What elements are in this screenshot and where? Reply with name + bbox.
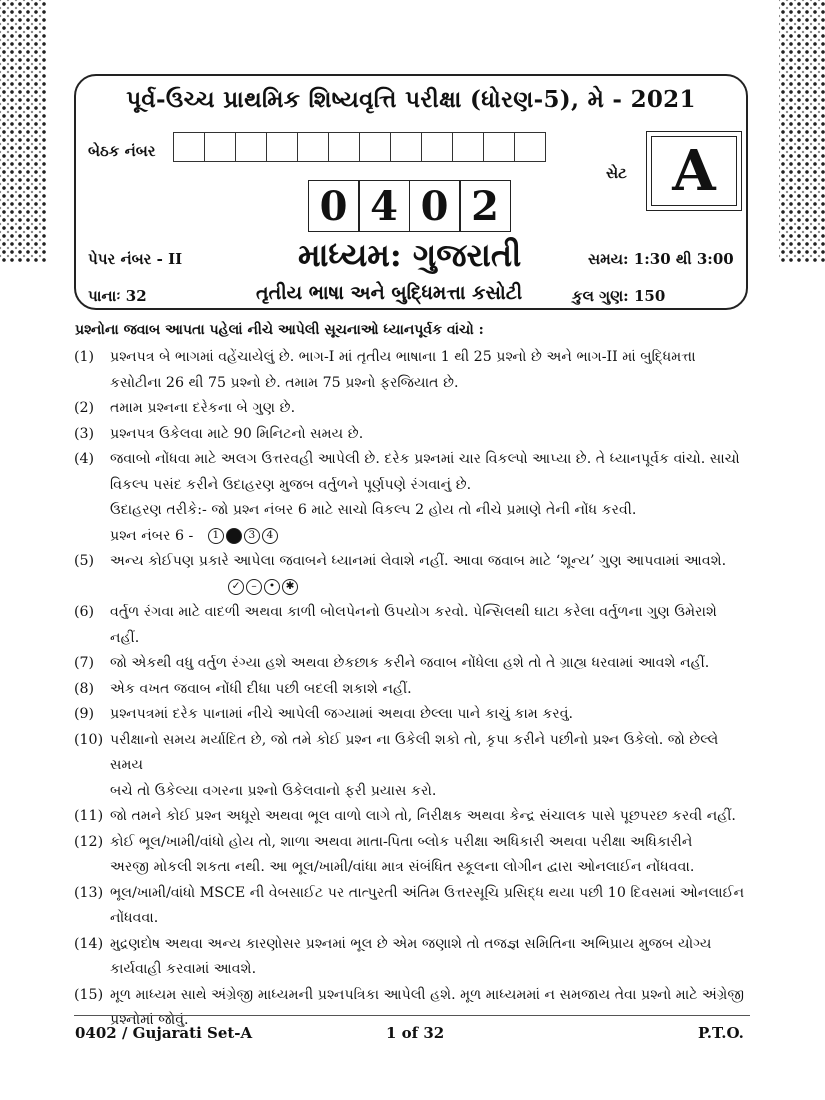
wrong-mark-circles <box>228 579 298 595</box>
set-label: સેટ <box>606 164 627 182</box>
instruction-number: (7) <box>74 655 95 671</box>
instruction-number: (15) <box>74 986 104 1003</box>
seat-digit-box <box>452 132 484 162</box>
seat-digit-box <box>328 132 360 162</box>
instruction-line: પ્રશ્નોમાં જોવું. <box>110 1012 189 1028</box>
instruction-line: કાર્યવાહી કરવામાં આવશે. <box>110 961 257 977</box>
exam-title: પૂર્વ-ઉચ્ચ પ્રાથમિક શિષ્યવૃત્તિ પરીક્ષા (ધોરણ-5), મે - 2021 <box>126 86 696 113</box>
dash-mark-icon: – <box>246 579 262 595</box>
instruction-item <box>74 932 750 983</box>
instruction-line: અન્ય કોઈપણ પ્રકારે આપેલા જવાબને ધ્યાનમાં લેવાશે નહીં. આવા જવાબ માટે ‘શૂન્ય’ ગુણ આપવામાં આવશે. <box>110 553 727 569</box>
paper-code <box>309 180 511 232</box>
tick-mark-icon: ✓ <box>228 579 244 595</box>
instruction-line: જો તમને કોઈ પ્રશ્ન અધૂરો અથવા ભૂલ વાળો લાગે તો, નિરીક્ષક અથવા કેન્દ્ર સંચાલક પાસે પૂછપરછ કરવી નહીં. <box>110 808 736 824</box>
instruction-line: જવાબો નોંધવા માટે અલગ ઉત્તરવહી આપેલી છે. દરેક પ્રશ્નમાં ચાર વિકલ્પો આપ્યા છે. તે ધ્યાનપૂર્વક વાંચો. સાચો <box>110 451 740 467</box>
instruction-line: પ્રશ્નપત્ર બે ભાગમાં વહેંચાયેલું છે. ભાગ-I માં તૃતીય ભાષાના 1 થી 25 પ્રશ્નો છે અને ભાગ-II માં બુદ્ધિમત્તા <box>110 349 696 365</box>
instruction-number: (6) <box>74 604 95 620</box>
seat-digit-box <box>359 132 391 162</box>
instruction-item <box>74 447 750 549</box>
instruction-item <box>74 728 750 805</box>
instruction-number: (11) <box>74 808 104 824</box>
dot-mark-icon: • <box>264 579 280 595</box>
answer-circle-2-filled <box>226 528 242 544</box>
instruction-item <box>74 345 750 396</box>
instruction-line: ઉદાહરણ તરીકે:- જો પ્રશ્ન નંબર 6 માટે સાચો વિકલ્પ 2 હોય તો નીચે પ્રમાણે તેની નોંધ કરવી. <box>110 502 637 518</box>
instruction-line: તમામ પ્રશ્નના દરેકના બે ગુણ છે. <box>110 400 296 416</box>
footer-page-number: 1 of 32 <box>386 1024 445 1042</box>
example-row <box>110 524 750 550</box>
instruction-line: પ્રશ્નપત્ર ઉકેલવા માટે 90 મિનિટનો સમય છે. <box>110 425 364 442</box>
instruction-line: જો એકથી વધુ વર્તુળ રંગ્યા હશે અથવા છેકછાક કરીને જવાબ નોંધેલા હશે તો તે ગ્રાહ્ય ધરવામાં આવશે નહીં. <box>110 655 710 671</box>
seat-digit-box <box>421 132 453 162</box>
instructions-list <box>74 345 750 1034</box>
exam-time: સમય: 1:30 થી 3:00 <box>588 250 734 268</box>
instruction-item <box>74 396 750 422</box>
decorative-border-left <box>0 0 46 262</box>
instruction-item <box>74 702 750 728</box>
code-digit: 2 <box>459 180 511 232</box>
instruction-line: નોંધવવા. <box>110 910 159 926</box>
answer-circle-4: 4 <box>262 528 278 544</box>
instruction-line: ભૂલ/ખામી/વાંધો MSCE ની વેબસાઈટ પર તાત્પુરતી અંતિમ ઉત્તરસૂચિ પ્રસિદ્ધ થયા પછી 10 દિવસમાં ઓનલાઈન <box>110 884 745 901</box>
instruction-line: કસોટીના 26 થી 75 પ્રશ્નો છે. તમામ 75 પ્રશ્નો ફરજિયાત છે. <box>110 374 459 391</box>
instruction-number: (12) <box>74 833 104 850</box>
seat-digit-box <box>483 132 515 162</box>
code-digit: 0 <box>308 180 360 232</box>
instructions-heading: પ્રશ્નોના જવાબ આપતા પહેલાં નીચે આપેલી સૂચનાઓ ધ્યાનપૂર્વક વાંચો : <box>75 322 484 338</box>
seat-digit-box <box>204 132 236 162</box>
code-digit: 4 <box>358 180 410 232</box>
instruction-line: પરીક્ષાનો સમય મર્યાદિત છે, જો તમે કોઈ પ્રશ્ન ના ઉકેલી શકો તો, કૃપા કરીને પછીનો પ્રશ્ન ઉકેલો. જો છેલ્લે સમય <box>110 731 719 773</box>
set-box <box>646 131 742 211</box>
instruction-line: વિકલ્પ પસંદ કરીને ઉદાહરણ મુજબ વર્તુળને પૂર્ણપણે રંગવાનું છે. <box>110 476 472 493</box>
instruction-line: વર્તુળ રંગવા માટે વાદળી અથવા કાળી બોલપેનનો ઉપયોગ કરવો. પેન્સિલથી ઘાટા કરેલા વર્તુળના ગુણ ઉમેરાશે નહીં. <box>110 604 717 646</box>
seat-number-boxes <box>174 132 546 162</box>
instruction-item <box>74 549 750 600</box>
instruction-item <box>74 651 750 677</box>
instruction-item <box>74 881 750 932</box>
example-label: પ્રશ્ન નંબર 6 - <box>110 527 194 544</box>
wrong-marking-examples <box>110 575 750 601</box>
footer-paper-code: 0402 / Gujarati Set-A <box>75 1024 253 1042</box>
seat-number-label: બેઠક નંબર <box>88 142 156 160</box>
instruction-line: એક વખત જવાબ નોંધી દીધા પછી બદલી શકાશે નહીં. <box>110 680 412 697</box>
instruction-item <box>74 422 750 448</box>
paper-number: પેપર નંબર - II <box>88 250 183 268</box>
seat-digit-box <box>514 132 546 162</box>
seat-digit-box <box>390 132 422 162</box>
instruction-number: (9) <box>74 706 95 722</box>
instruction-line: પ્રશ્નપત્રમાં દરેક પાનામાં નીચે આપેલી જગ્યામાં અથવા છેલ્લા પાને કાચું કામ કરવું. <box>110 706 574 722</box>
instruction-line: બચે તો ઉકેલ્યા વગરના પ્રશ્નો ઉકેલવાનો ફરી પ્રયાસ કરો. <box>110 782 437 799</box>
instruction-line: અરજી મોકલી શકતા નથી. આ ભૂલ/ખામી/વાંધા માત્ર સંબંધિત સ્કૂલના લોગીન દ્વારા ઓનલાઈન નોંધવવા. <box>110 859 695 875</box>
instruction-line: મૂળ માધ્યમ સાથે અંગ્રેજી માધ્યમની પ્રશ્નપત્રિકા આપેલી હશે. મૂળ માધ્યમમાં ન સમજાય તેવા પ્રશ્નો માટે અંગ્રેજી <box>110 986 745 1003</box>
instruction-number: (4) <box>74 451 95 467</box>
instruction-number: (8) <box>74 680 95 697</box>
code-digit: 0 <box>409 180 461 232</box>
subject-title: તૃતીય ભાષા અને બુદ્ધિમત્તા કસોટી <box>256 282 523 304</box>
seat-digit-box <box>235 132 267 162</box>
instruction-number: (2) <box>74 400 95 416</box>
example-answer-circles <box>208 528 278 544</box>
decorative-border-right <box>779 0 825 262</box>
footer-divider <box>74 1015 750 1016</box>
instruction-number: (13) <box>74 884 104 901</box>
instruction-line: કોઈ ભૂલ/ખામી/વાંધો હોય તો, શાળા અથવા માતા-પિતા બ્લોક પરીક્ષા અધિકારી અથવા પરીક્ષા અધિકારીને <box>110 833 693 850</box>
seat-digit-box <box>173 132 205 162</box>
instruction-item <box>74 600 750 651</box>
seat-digit-box <box>266 132 298 162</box>
instruction-number: (3) <box>74 425 95 442</box>
exam-header-box <box>74 74 748 310</box>
instruction-number: (5) <box>74 553 95 569</box>
instruction-line: મુદ્રણદોષ અથવા અન્ય કારણોસર પ્રશ્નમાં ભૂલ છે એમ જણાશે તો તજજ્ઞ સમિતિના અભિપ્રાય મુજબ યોગ્ય <box>110 935 712 952</box>
medium: માધ્યમ: ગુજરાતી <box>298 236 522 274</box>
footer-pto: P.T.O. <box>698 1024 744 1042</box>
set-value: A <box>651 136 737 206</box>
answer-circle-1: 1 <box>208 528 224 544</box>
seat-digit-box <box>297 132 329 162</box>
page-count: પાનાઃ 32 <box>88 287 147 305</box>
instruction-number: (14) <box>74 935 104 952</box>
total-marks: કુલ ગુણ: 150 <box>572 287 666 305</box>
instruction-item <box>74 830 750 881</box>
star-mark-icon: ✱ <box>282 579 298 595</box>
instruction-item <box>74 677 750 703</box>
instruction-number: (1) <box>74 349 95 365</box>
answer-circle-3: 3 <box>244 528 260 544</box>
instruction-item <box>74 804 750 830</box>
instruction-number: (10) <box>74 731 104 748</box>
